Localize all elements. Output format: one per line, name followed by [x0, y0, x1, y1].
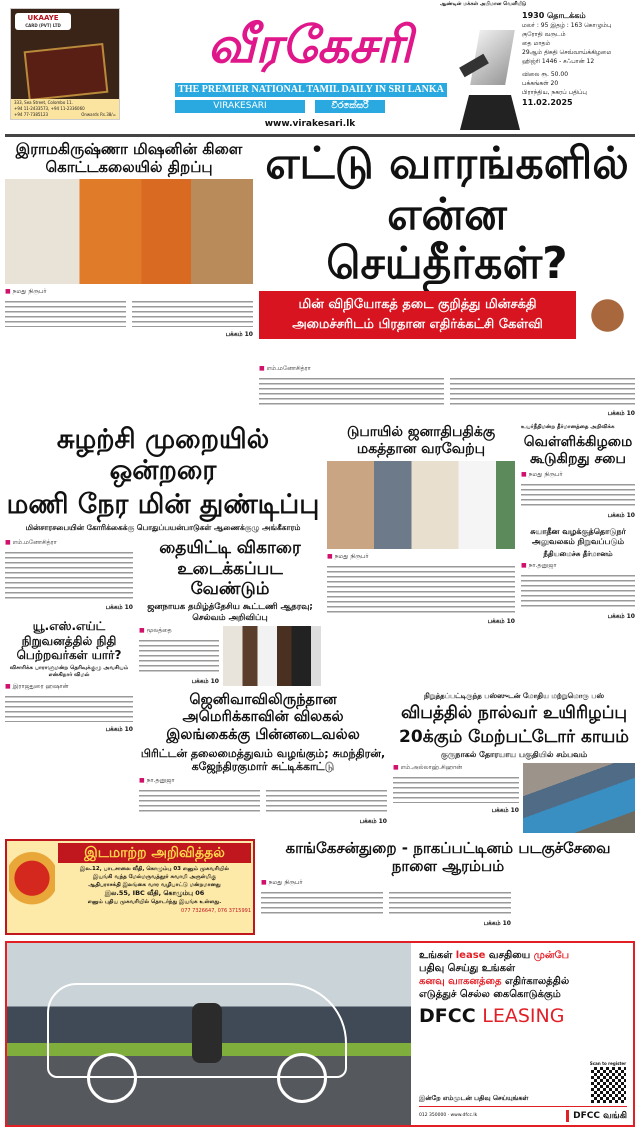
article-body — [327, 564, 515, 614]
ukaaye-brand: UKAAYE — [27, 14, 59, 22]
continued-page[interactable]: பக்கம் 10 — [225, 331, 253, 338]
continued-page[interactable]: பக்கம் 10 — [607, 410, 635, 418]
ferry-headline[interactable]: காங்கேசன்துறை - நாகப்பட்டினம் படகுச்சேவை நாளை ஆரம்பம் — [285, 838, 611, 875]
article-body — [261, 890, 383, 916]
header-rule — [5, 134, 635, 137]
byline: ■ எம்.அல்லாஹ்.சிஹான் — [393, 763, 519, 772]
friday-kicker: உயர்நீதிமன்ற தீர்மானத்தை அறிவிக்க — [521, 424, 615, 431]
byline: ■ நமது நிருபர் — [327, 552, 515, 561]
lead-headline-line1[interactable]: எட்டு வாரங்களில் — [265, 138, 629, 189]
byline: ■ எம்.மனோசித்ரா — [5, 538, 133, 547]
award-caption: ஆண்டின் மக்கள் அபிமான வெளியீடு — [440, 1, 527, 7]
usaid-subhead: விசாரிக்க பாராளுமன்ற தெரிவுக்குழு அவசியம் என்கிறார் விமல் — [9, 665, 129, 679]
article-body — [521, 482, 635, 508]
geneva-headline[interactable]: ஜெனிவாவிலிருந்தான அமெரிக்காவின் விலகல் இலங்கைக்கு பின்னடைவல்ல — [166, 691, 360, 743]
article-body — [259, 376, 444, 406]
byline: ■ எம்.மனோசித்ரா — [259, 364, 635, 373]
deity-image — [9, 843, 55, 931]
ramakrishna-headline[interactable]: இராமகிருஷ்ணா மிஷனின் கிளை கொட்டகலையில் திறப்பு — [15, 140, 243, 176]
continued-page[interactable]: பக்கம் 10 — [105, 604, 133, 612]
geneva-subhead: பிரிட்டன் தலைமைத்துவம் வழங்கும்; சுமந்திரன், கஜேந்திரகுமார் சுட்டிக்காட்டு — [140, 747, 386, 774]
byline: ■ நமது நிருபர் — [5, 287, 253, 296]
article-body — [139, 788, 260, 814]
byline: ■ நா.தனுஜா — [521, 561, 635, 570]
continued-page[interactable]: பக்கம் 10 — [359, 818, 387, 826]
dfcc-bank-logo: DFCC வங்கி — [566, 1110, 627, 1122]
bus-headline-line1[interactable]: விபத்தில் நால்வர் உயிரிழப்பு — [400, 703, 628, 724]
award-trophy — [460, 20, 520, 130]
press-conference-photo — [223, 626, 321, 686]
usaid-headline[interactable]: யூ.எஸ்.எய்ட் நிறுவனத்தில் நிதி பெற்றவர்கள் யார்? — [16, 619, 122, 663]
edition-info: 1930 தொடக்கம் மலர் : 95 இதழ் : 163 கொழும்பு குரோதி வருடம் தை மாதம் 29ஆம் திகதி செவ்வாய்க்கிழமை ஹிஜ்ரி 1446 - சஃபான் 12 விலை ரூ. 50.00 பக்கங்கள் 20 பிராந்திய, நகரப் பதிப்பு 11.02.2025 — [522, 11, 612, 107]
ukaaye-ad[interactable]: UKAAYE CARD (PVT) LTD 333, Sea Street, Colombo 11. +94 11-2433573, +94 11-2336060 +94 77-7385123 Onwards Rs.38/= — [10, 8, 120, 120]
continued-page[interactable]: பக்கம் 10 — [607, 612, 635, 620]
bus-kicker: நிறுத்தப்பட்டிருந்த பஸ்ஸுடன் மோதிய மற்றுமொரு பஸ் — [423, 691, 605, 700]
tagline-banner: THE PREMIER NATIONAL TAMIL DAILY IN SRI LANKA — [175, 83, 447, 97]
article-body — [139, 638, 219, 674]
article-body — [389, 890, 511, 916]
power-subhead: மின்சாரசபையின் கோரிக்கைக்கு பொதுப்பயன்பாடுகள் ஆணைக்குழு அங்கீகாரம் — [25, 523, 301, 533]
article-body — [266, 788, 387, 814]
article-body — [132, 299, 253, 327]
minister-portrait — [580, 291, 635, 361]
lawyer-headline[interactable]: சுயாதீன வழக்குத்தொடுநர் அலுவலகம் நிறுவப்படும் — [530, 527, 626, 546]
byline: ■ நா.தனுஜா — [139, 776, 387, 785]
byline: ■ மூலத்தை — [139, 626, 219, 635]
article-body — [5, 550, 133, 600]
article-body — [5, 694, 133, 722]
article-body — [5, 299, 126, 327]
continued-page[interactable]: பக்கம் 10 — [491, 806, 519, 814]
qr-code[interactable] — [591, 1067, 626, 1103]
continued-page[interactable]: பக்கம் 10 — [607, 512, 635, 520]
dfcc-leasing-ad[interactable]: உங்கள் lease வசதியை முன்பே பதிவு செய்து உங்கள் கனவு வாகனத்தை எதிர்காலத்தில் எடுத்துச் செல்ல கைகொடுக்கும் DFCC LEASING இன்றே எம்முடன் பதிவு செய்யுங்கள் Scan to register 012 350000 · www.dfcc.lk DFCC வங்கி — [5, 941, 635, 1127]
continued-page[interactable]: பக்கம் 10 — [487, 617, 515, 625]
bus-accident-photo — [523, 763, 635, 833]
article-body — [521, 573, 635, 609]
relocation-notice-ad[interactable]: இடமாற்ற அறிவித்தல் இல.12, பாடசாலை வீதி, கொழும்பு 03 எனும் முகவரியில் இயங்கி வந்த மேல்மருவத்தூர் சுவாமி அருள்மிகு ஆதிபராசக்தி இலங்கை வார வழிபாட்டு மன்றமானது இல.55, IBC வீதி, கொழும்பு 06 எனும் புதிய முகவரியில் தொடர்ந்து இயங்க உள்ளது. 077 7326647, 076 3715991 — [5, 839, 255, 935]
ramakrishna-photo — [5, 179, 253, 284]
masthead-logo: வீரகேசரி — [207, 16, 413, 74]
bus-subhead: குருநாகல் தோரயாய பகுதியில் சம்பவம் — [440, 750, 588, 760]
lawyer-subhead: நீதியமைச்சு தீர்மானம் — [543, 549, 613, 558]
thaiyitti-subhead: ஜனநாயக தமிழ்த்தேசிய கூட்டணி ஆதரவு; செல்வம் அறிவிப்பு — [147, 602, 313, 623]
thaiyitti-headline[interactable]: தையிட்டி விகாரை உடைக்கப்பட வேண்டும் — [159, 538, 301, 600]
lead-subhead: மின் விநியோகத் தடை குறித்து மின்சக்தி அமைச்சரிடம் பிரதான எதிர்க்கட்சி கேள்வி — [259, 291, 576, 339]
power-headline-line2[interactable]: மணி நேர மின் துண்டிப்பு — [6, 489, 320, 521]
continued-page[interactable]: பக்கம் 10 — [191, 677, 219, 685]
dubai-headline[interactable]: டுபாயில் ஜனாதிபதிக்கு மகத்தான வரவேற்பு — [346, 424, 496, 457]
friday-headline[interactable]: வெள்ளிக்கிழமை கூடுகிறது சபை — [523, 433, 633, 467]
website-link[interactable]: www.virakesari.lk — [264, 119, 356, 129]
bus-headline-line2[interactable]: 20க்கும் மேற்பட்டோர் காயம் — [399, 726, 629, 747]
dubai-meeting-photo — [327, 461, 515, 549]
lead-headline-line2[interactable]: என்ன செய்தீர்கள்? — [326, 189, 568, 289]
power-headline-line1[interactable]: சுழற்சி முறையில் ஒன்றரை — [56, 424, 270, 487]
continued-page[interactable]: பக்கம் 10 — [483, 919, 511, 927]
car-outline-image — [7, 943, 411, 1125]
article-body — [393, 775, 519, 803]
name-banner: VIRAKESARI වීරකේසරී — [175, 100, 395, 113]
byline: ■ இராஜதுரை ஹஷான் — [5, 682, 133, 691]
dfcc-website[interactable]: www.dfcc.lk — [450, 1113, 478, 1119]
byline: ■ நமது நிருபர் — [521, 470, 635, 479]
byline: ■ நமது நிருபர் — [261, 878, 635, 887]
continued-page[interactable]: பக்கம் 10 — [105, 725, 133, 733]
article-body — [450, 376, 635, 406]
